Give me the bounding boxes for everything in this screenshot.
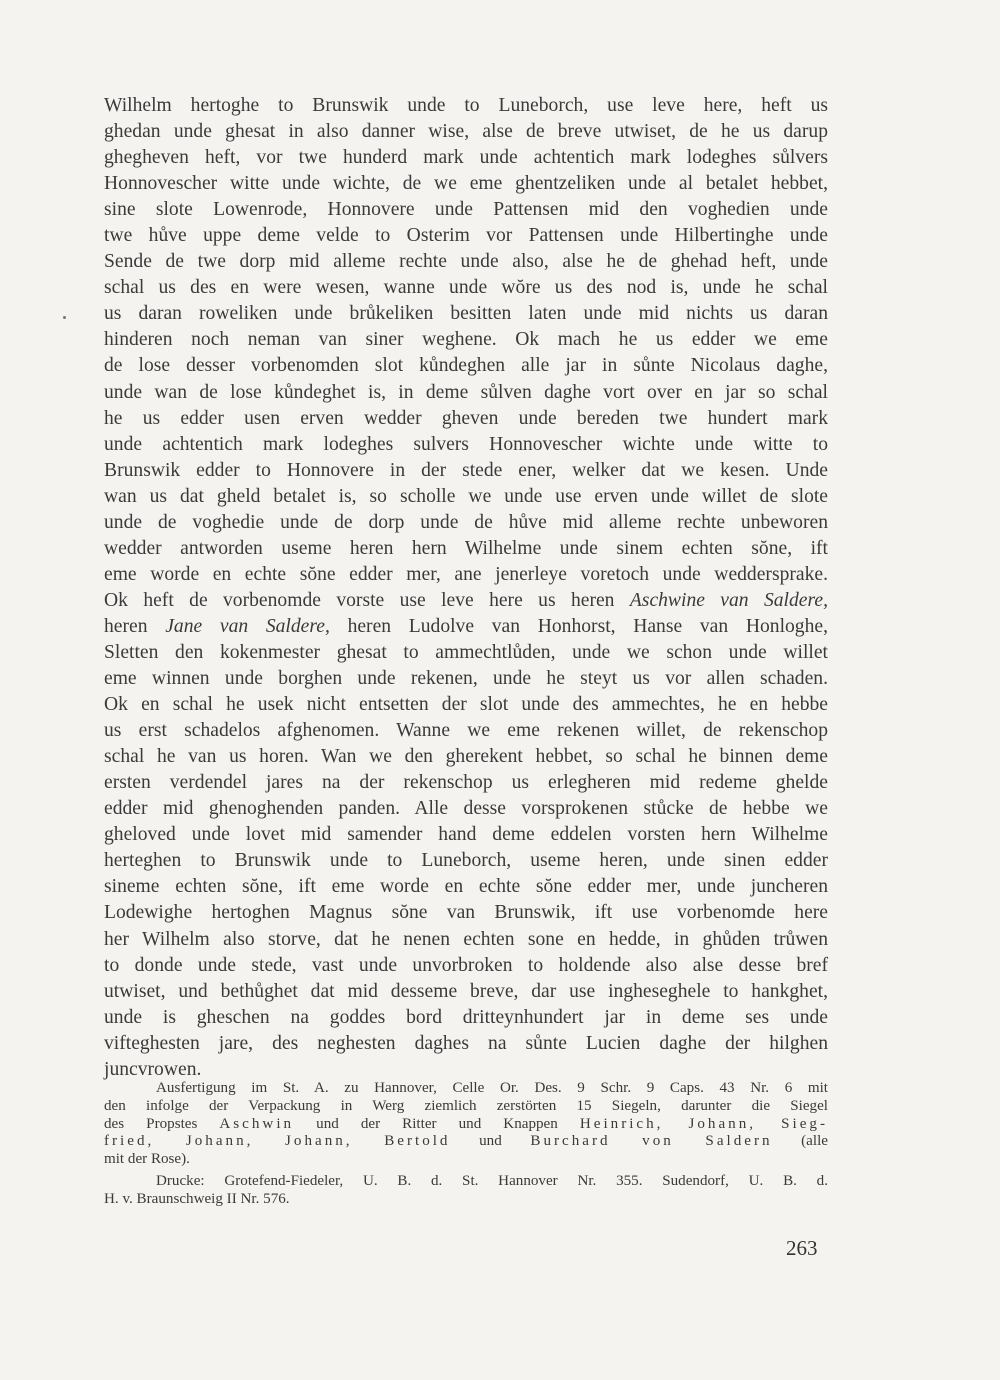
text-line: gheloved unde lovet mid samender hand deme eddelen vorsten hern Wilhelme [104, 824, 828, 846]
spaced-name: Aschwin [219, 1115, 295, 1132]
text-line: schal us des en were wesen, wanne unde wŏre us des nod is, unde he schal [104, 277, 828, 299]
italic-name: Aschwine van Saldere, [629, 589, 828, 611]
text-line: ghegheven heft, vor twe hunderd mark unde achtentich mark lodeghes sůlvers [104, 147, 828, 169]
text-segment: heren [104, 615, 148, 637]
text-line: ghedan unde ghesat in also danner wise, alse de breve utwiset, de he us darup [104, 121, 828, 143]
text-line: unde de voghedie unde de dorp unde de hůve mid alleme rechte unbeworen [104, 511, 828, 533]
text-line [104, 588, 828, 614]
text-line: Sende de twe dorp mid alleme rechte unde also, alse he de ghehad heft, unde [104, 251, 828, 273]
text-line: hinderen noch neman van siner weghene. Ok mach he us edder we eme [104, 329, 828, 351]
text-line: de lose desser vorbenomden slot kůndeghen alle jar in sůnte Nicolaus daghe, [104, 355, 828, 377]
text-line: edder mid ghenoghenden panden. Alle desse vorsprokenen stůcke de hebbe we [104, 798, 828, 820]
text-line: Ok en schal he usek nicht entsetten der slot unde des ammechtes, he en hebbe [104, 694, 828, 716]
text-line: Sletten den kokenmester ghesat to ammechtlůden, unde we schon unde willet [104, 641, 828, 663]
text-line: unde achtentich mark lodeghes sulvers Honnovescher wichte unde witte to [104, 433, 828, 455]
note-line [104, 1133, 828, 1151]
margin-mark [63, 316, 66, 319]
text-line: sine slote Lowenrode, Honnovere unde Pattensen mid den voghedien unde [104, 199, 828, 221]
source-notes [104, 1080, 828, 1209]
text-line: wedder antworden useme heren hern Wilhelme unde sinem echten sŏne, ift [104, 537, 828, 559]
text-line [104, 614, 828, 640]
charter-text [104, 93, 828, 1083]
text-line: eme winnen unde borghen unde rekenen, unde he steyt us vor allen schaden. [104, 668, 828, 690]
text-line: Brunswik edder to Honnovere in der stede ener, welker dat we kesen. Unde [104, 459, 828, 481]
text-line: Honnovescher witte unde wichte, de we eme ghentzeliken unde al betalet hebbet, [104, 173, 828, 195]
note-segment: (alle [801, 1133, 828, 1150]
italic-name: Jane van Saldere, [165, 615, 330, 637]
note-line: Drucke: Grotefend-Fiedeler, U. B. d. St. Hannover Nr. 355. Sudendorf, U. B. d. [156, 1172, 828, 1189]
text-line: he us edder usen erven wedder gheven unde bereden twe hundert mark [104, 407, 828, 429]
text-line: utwiset, und bethůghet dat mid desseme breve, dar use ingheseghele to hankghet, [104, 980, 828, 1002]
text-segment: heren Ludolve van Honhorst, Hanse van Honloghe, [347, 615, 828, 637]
text-line: herteghen to Brunswik unde to Luneborch, useme heren, unde sinen edder [104, 850, 828, 872]
note-line: Ausfertigung im St. A. zu Hannover, Celle Or. Des. 9 Schr. 9 Caps. 43 Nr. 6 mit [156, 1080, 828, 1096]
text-line: twe hůve uppe deme velde to Osterim vor Pattensen unde Hilbertinghe unde [104, 225, 828, 247]
page-number: 263 [786, 1236, 818, 1260]
spaced-name: Heinrich, Johann, Sieg- [579, 1115, 828, 1132]
text-line: unde is gheschen na goddes bord dritteynhundert jar in deme ses unde [104, 1006, 828, 1028]
note-line [104, 1116, 828, 1134]
note-segment: und [479, 1133, 502, 1150]
text-line: us daran roweliken unde brůkeliken besitten laten unde mid nichts us daran [104, 303, 828, 325]
note-segment: des Propstes [104, 1115, 198, 1132]
spaced-name: fried, Johann, Johann, Bertold [104, 1133, 451, 1150]
text-line: us erst schadelos afghenomen. Wanne we eme rekenen willet, de rekenschop [104, 720, 828, 742]
text-line: Wilhelm hertoghe to Brunswik unde to Luneborch, use leve here, heft us [104, 95, 828, 116]
text-line: sineme echten sŏne, ift eme worde en echte sŏne edder mer, unde juncheren [104, 876, 828, 898]
text-line: juncvrowen. [104, 1058, 202, 1080]
text-segment: Ok heft de vorbenomde vorste use leve here us heren [104, 589, 615, 611]
text-line: schal he van us horen. Wan we den gherekent hebbet, so schal he binnen deme [104, 746, 828, 768]
text-line: unde wan de lose kůndeghet is, in deme sůlven daghe vort over en jar so schal [104, 381, 828, 403]
text-line: vifteghesten jare, des neghesten daghes na sůnte Lucien daghe der hilghen [104, 1032, 828, 1054]
text-line: wan us dat gheld betalet is, so scholle we unde use erven unde willet de slote [104, 485, 828, 507]
note-line: mit der Rose). [104, 1151, 190, 1168]
text-line: Lodewighe hertoghen Magnus sŏne van Brunswik, ift use vorbenomde here [104, 902, 828, 924]
spaced-name: Burchard von Saldern [530, 1133, 773, 1150]
note-line: den infolge der Verpackung in Werg ziemlich zerstörten 15 Siegeln, darunter die Siegel [104, 1097, 828, 1114]
text-line: ersten verdendel jares na der rekenschop us erlegheren mid redeme ghelde [104, 772, 828, 794]
text-line: her Wilhelm also storve, dat he nenen echten sone en hedde, in ghůden trůwen [104, 928, 828, 950]
note-line: H. v. Braunschweig II Nr. 576. [104, 1190, 290, 1207]
text-line: to donde unde stede, vast unde unvorbroken to holdende also alse desse bref [104, 954, 828, 976]
text-line: eme worde en echte sŏne edder mer, ane jenerleye voretoch unde weddersprake. [104, 563, 828, 585]
note-segment: und der Ritter und Knappen [316, 1115, 558, 1132]
